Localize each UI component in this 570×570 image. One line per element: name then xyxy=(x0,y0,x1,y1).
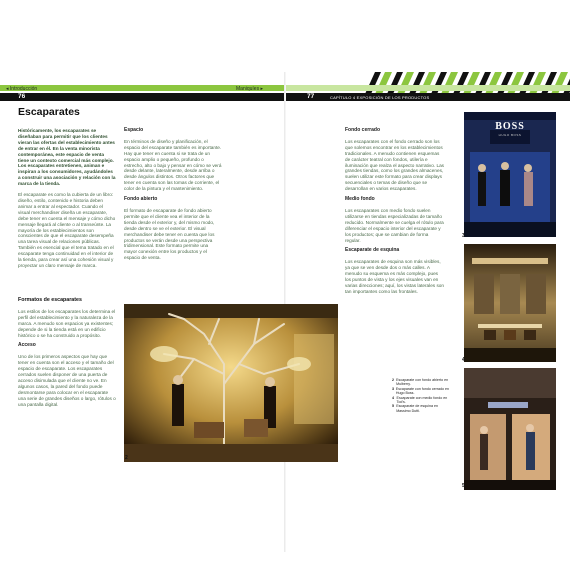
figure-captions xyxy=(392,378,452,413)
caption-item: 4 Escaparate con medio fondo en Tod's. xyxy=(392,395,448,405)
boss-logo: BOSS xyxy=(495,121,525,132)
caption-item: 2 Escaparate con fondo abierto en Mulberry. xyxy=(392,378,449,387)
photo-open-back-window xyxy=(124,304,338,462)
nav-next-link[interactable]: Maniquíes ▸ xyxy=(236,86,263,92)
body-paragraph: Los estilos de los escaparates los determina el perfil del establecimiento y la naturaleza de la marca. A menudo son espacios ya existentes; depende de si la tienda está en un edificio histórico o se ha construido a propósito. xyxy=(18,308,116,338)
subheading-fondo-cerrado: Fondo cerrado xyxy=(345,127,381,133)
figure-number-5: 5 xyxy=(462,483,465,489)
text-column-1b xyxy=(18,298,116,413)
header-band-right xyxy=(285,85,570,91)
photo-half-back-window xyxy=(464,244,556,362)
section-heading: Formatos de escaparates xyxy=(18,297,82,303)
body-paragraph: Los escaparates con el fondo cerrado son los que solemos encontrar en los establecimientos tradicionales. A menudo contienen esquemas de carácter teatral con fondos, utilería e iluminación que realza el aspecto narrativo. Las grandes tiendas, como los grandes almacenes, suelen utilizar este formato para crear displays secuenciales o temas de diseño que se desarrollan en varios escaparates. xyxy=(345,138,445,192)
text-column-3 xyxy=(345,128,445,300)
body-paragraph: Uno de los primeros aspectos que hay que tener en cuenta son el acceso y el tamaño del espacio de escaparate. Los escaparates cerrados suelen disponer de una puerta de acceso disimulada que el cliente no ve. En algunos casos, la pared del fondo puede desmontarse para colocar en el escaparate una serie de grandes diseños o largo, rótulos o una pantalla digital. xyxy=(18,354,116,407)
lead-paragraph: Históricamente, los escaparates se diseñaban para permitir que los clientes vieran las ofertas del establecimiento antes de entrar en él. En la venta minorista contemporánea, este espacio de venta tiene un contexto comercial más complejo. Los escaparates entretienen, animan e inspiran a los consumidores, ayudándoles a construir una asociación y relación con la marca de la tienda. xyxy=(18,128,116,187)
caption-item: 3 Escaparate con fondo cerrado en Hugo Boss. xyxy=(392,386,450,396)
photo-corner-window xyxy=(464,368,556,490)
subheading-medio-fondo: Medio fondo xyxy=(345,196,375,203)
page-number-left: 76 xyxy=(18,93,26,100)
subheading-fondo-abierto: Fondo abierto xyxy=(124,196,158,203)
text-column-2 xyxy=(124,128,222,266)
page-title: Escaparates xyxy=(18,106,80,118)
nav-prev-link[interactable]: ◂ Introducción xyxy=(6,86,38,92)
page-number-right: 77 xyxy=(307,93,315,100)
figure-number-3: 3 xyxy=(462,233,465,239)
figure-number-4: 4 xyxy=(462,357,465,363)
caption-item: 5 Escaparate de esquina en Massimo Dutti. xyxy=(392,404,438,413)
boss-sub-logo: HUGO BOSS xyxy=(498,133,522,137)
text-column-1 xyxy=(18,128,116,274)
figure-number-2: 2 xyxy=(125,455,128,461)
body-paragraph: El escaparate es como la cubierta de un libro: diseño, estilo, contenido e historia deben animar a entrar al espectador. Cuando el visual merchandiser diseña un escaparate, debe tener en cuenta el mensaje y cómo dicho mensaje llegará al cliente o al transeúnte. La mayoría de los establecimientos son conscientes de que el escaparate desempeña una tarea visual de relaciones públicas. También es esencial que el tema tratado en el escaparate tenga continuidad en el interior de la tienda, para crear así una cohesión visual y proyectar un claro mensaje de marca. xyxy=(18,192,116,268)
body-paragraph: Los escaparates con medio fondo suelen utilizarse en tiendas especializadas de tamaño reducido. Normalmente se cuelga el rótulo para diferenciar el espacio interior del escaparate y los productos; que se cambian de forma regular. xyxy=(345,207,444,243)
body-paragraph: Los escaparates de esquina son más visibles, ya que se ven desde dos o más calles. A menudo su esquema es más complejo, pues los puntos de vista y los ejes visuales van en varias direcciones; aquí, los vistas laterales son tan importantes como las frontales. xyxy=(345,259,445,294)
subheading-espacio: Espacio xyxy=(124,127,144,133)
chapter-title: CAPÍTULO 4 EXPOSICIÓN DE LOS PRODUCTOS xyxy=(330,95,430,100)
body-paragraph: En términos de diseño y planificación, el espacio del escaparate también es importante. Hay que tener en cuenta si se trata de un espacio amplio o pequeño, profundo o estrecho, alto o bajo y pensar en cómo se verá desde delante, lateralmente, desde arriba o desde ángulos distintos. Otros factores que tener en cuenta son las tomas de corriente, el color de la pintura y el mantenimiento. xyxy=(124,138,222,192)
page-bar-left xyxy=(0,93,285,101)
subheading-esquina: Escaparate de esquina xyxy=(345,247,400,254)
subheading-acceso: Acceso xyxy=(18,342,36,349)
body-paragraph: El formato de escaparate de fondo abierto permite que el cliente vea el interior de la tienda desde el exterior y, del mismo modo, desde dentro se ve el exterior. El visual merchandiser debe tener en cuenta que los productos se verán desde una perspectiva tridimensional. Este formato permite una mayor conexión entre los productos y el espacio de venta. xyxy=(124,207,215,261)
